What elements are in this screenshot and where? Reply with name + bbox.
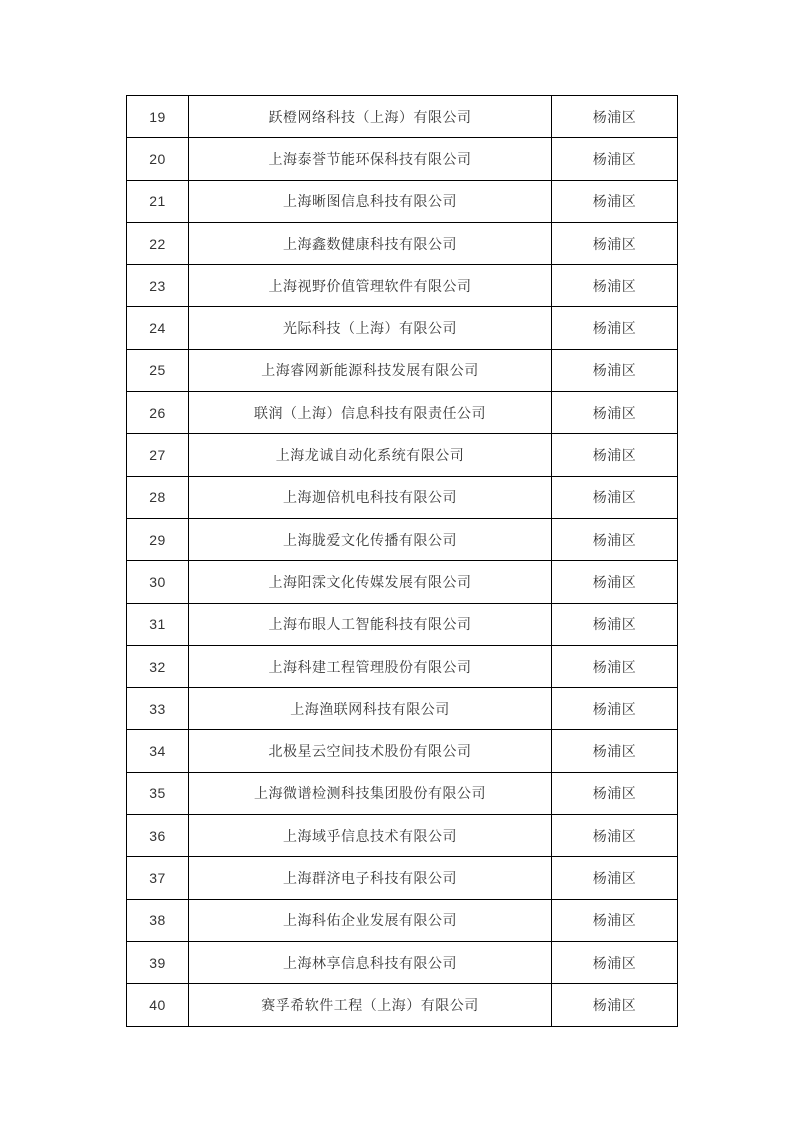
table-row — [127, 180, 678, 222]
row-number-cell: 21 — [127, 180, 189, 222]
district-cell: 杨浦区 — [552, 688, 678, 730]
company-name-cell: 联润（上海）信息科技有限责任公司 — [189, 392, 552, 434]
table-row — [127, 222, 678, 264]
district-cell: 杨浦区 — [552, 392, 678, 434]
company-name-cell: 上海龙诚自动化系统有限公司 — [189, 434, 552, 476]
company-name-cell: 上海林享信息科技有限公司 — [189, 941, 552, 983]
table-row — [127, 138, 678, 180]
district-cell: 杨浦区 — [552, 434, 678, 476]
company-name-cell: 上海视野价值管理软件有限公司 — [189, 265, 552, 307]
company-name-cell: 上海鑫数健康科技有限公司 — [189, 222, 552, 264]
row-number-cell: 24 — [127, 307, 189, 349]
district-cell: 杨浦区 — [552, 730, 678, 772]
district-cell: 杨浦区 — [552, 561, 678, 603]
row-number-cell: 29 — [127, 518, 189, 560]
table-row — [127, 518, 678, 560]
district-cell: 杨浦区 — [552, 96, 678, 138]
company-name-cell: 上海科建工程管理股份有限公司 — [189, 645, 552, 687]
district-cell: 杨浦区 — [552, 518, 678, 560]
district-cell: 杨浦区 — [552, 222, 678, 264]
row-number-cell: 35 — [127, 772, 189, 814]
table-row — [127, 730, 678, 772]
table-row — [127, 815, 678, 857]
company-name-cell: 上海科佑企业发展有限公司 — [189, 899, 552, 941]
district-cell: 杨浦区 — [552, 815, 678, 857]
table-row — [127, 645, 678, 687]
row-number-cell: 28 — [127, 476, 189, 518]
company-name-cell: 上海睿网新能源科技发展有限公司 — [189, 349, 552, 391]
district-cell: 杨浦区 — [552, 265, 678, 307]
table-row — [127, 476, 678, 518]
table-row — [127, 307, 678, 349]
district-cell: 杨浦区 — [552, 645, 678, 687]
company-table-body — [127, 96, 678, 1027]
company-name-cell: 上海胧爱文化传播有限公司 — [189, 518, 552, 560]
company-name-cell: 上海域乎信息技术有限公司 — [189, 815, 552, 857]
company-name-cell: 上海阳霂文化传媒发展有限公司 — [189, 561, 552, 603]
district-cell: 杨浦区 — [552, 603, 678, 645]
row-number-cell: 22 — [127, 222, 189, 264]
district-cell: 杨浦区 — [552, 899, 678, 941]
row-number-cell: 39 — [127, 941, 189, 983]
row-number-cell: 19 — [127, 96, 189, 138]
district-cell: 杨浦区 — [552, 138, 678, 180]
company-name-cell: 上海晰图信息科技有限公司 — [189, 180, 552, 222]
row-number-cell: 37 — [127, 857, 189, 899]
district-cell: 杨浦区 — [552, 941, 678, 983]
district-cell: 杨浦区 — [552, 984, 678, 1026]
table-row — [127, 899, 678, 941]
table-row — [127, 603, 678, 645]
company-name-cell: 跃橙网络科技（上海）有限公司 — [189, 96, 552, 138]
table-row — [127, 857, 678, 899]
row-number-cell: 25 — [127, 349, 189, 391]
row-number-cell: 32 — [127, 645, 189, 687]
row-number-cell: 40 — [127, 984, 189, 1026]
table-row — [127, 392, 678, 434]
company-name-cell: 上海渔联网科技有限公司 — [189, 688, 552, 730]
company-name-cell: 上海迦倍机电科技有限公司 — [189, 476, 552, 518]
table-row — [127, 561, 678, 603]
table-row — [127, 434, 678, 476]
row-number-cell: 26 — [127, 392, 189, 434]
table-row — [127, 772, 678, 814]
company-name-cell: 上海泰誉节能环保科技有限公司 — [189, 138, 552, 180]
district-cell: 杨浦区 — [552, 772, 678, 814]
table-row — [127, 984, 678, 1026]
row-number-cell: 30 — [127, 561, 189, 603]
district-cell: 杨浦区 — [552, 307, 678, 349]
company-name-cell: 北极星云空间技术股份有限公司 — [189, 730, 552, 772]
district-cell: 杨浦区 — [552, 857, 678, 899]
row-number-cell: 38 — [127, 899, 189, 941]
company-name-cell: 上海布眼人工智能科技有限公司 — [189, 603, 552, 645]
table-row — [127, 941, 678, 983]
row-number-cell: 36 — [127, 815, 189, 857]
row-number-cell: 23 — [127, 265, 189, 307]
district-cell: 杨浦区 — [552, 476, 678, 518]
company-name-cell: 上海微谱检测科技集团股份有限公司 — [189, 772, 552, 814]
row-number-cell: 33 — [127, 688, 189, 730]
row-number-cell: 31 — [127, 603, 189, 645]
table-row — [127, 688, 678, 730]
company-table — [126, 95, 678, 1027]
district-cell: 杨浦区 — [552, 349, 678, 391]
table-row — [127, 265, 678, 307]
company-name-cell: 上海群济电子科技有限公司 — [189, 857, 552, 899]
row-number-cell: 27 — [127, 434, 189, 476]
company-name-cell: 赛孚希软件工程（上海）有限公司 — [189, 984, 552, 1026]
company-name-cell: 光际科技（上海）有限公司 — [189, 307, 552, 349]
row-number-cell: 34 — [127, 730, 189, 772]
district-cell: 杨浦区 — [552, 180, 678, 222]
table-row — [127, 96, 678, 138]
row-number-cell: 20 — [127, 138, 189, 180]
table-row — [127, 349, 678, 391]
